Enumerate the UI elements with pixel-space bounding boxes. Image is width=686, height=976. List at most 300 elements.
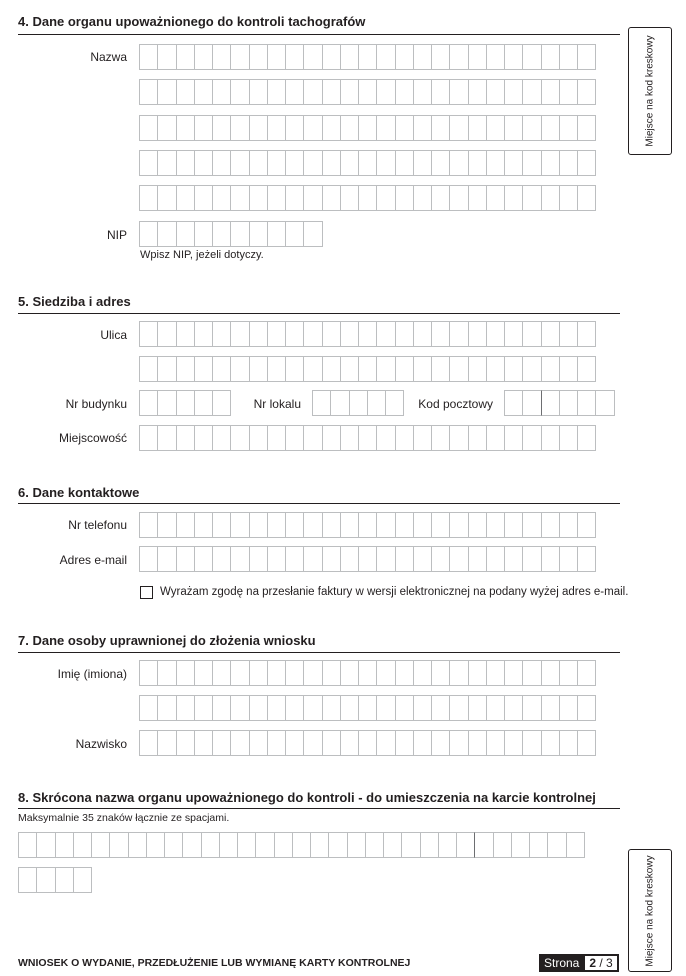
char-box[interactable] bbox=[303, 115, 322, 141]
char-box[interactable] bbox=[322, 150, 341, 176]
char-box[interactable] bbox=[255, 832, 274, 858]
char-box[interactable] bbox=[577, 390, 596, 416]
char-box[interactable] bbox=[358, 150, 377, 176]
char-box[interactable] bbox=[559, 44, 578, 70]
char-box[interactable] bbox=[504, 695, 523, 721]
char-box[interactable] bbox=[230, 356, 249, 382]
char-box[interactable] bbox=[449, 425, 468, 451]
char-box[interactable] bbox=[303, 321, 322, 347]
char-box[interactable] bbox=[340, 660, 359, 686]
char-box[interactable] bbox=[413, 356, 432, 382]
char-box[interactable] bbox=[395, 44, 414, 70]
char-box[interactable] bbox=[322, 115, 341, 141]
char-box[interactable] bbox=[468, 356, 487, 382]
char-box[interactable] bbox=[139, 512, 158, 538]
char-box[interactable] bbox=[395, 356, 414, 382]
char-box[interactable] bbox=[577, 150, 596, 176]
char-box[interactable] bbox=[547, 832, 566, 858]
char-box[interactable] bbox=[340, 44, 359, 70]
char-box[interactable] bbox=[340, 115, 359, 141]
char-box[interactable] bbox=[559, 425, 578, 451]
char-box[interactable] bbox=[456, 832, 475, 858]
char-box[interactable] bbox=[385, 390, 404, 416]
char-box[interactable] bbox=[157, 390, 176, 416]
char-box[interactable] bbox=[577, 660, 596, 686]
char-box[interactable] bbox=[438, 832, 457, 858]
nip-field[interactable] bbox=[139, 221, 322, 247]
char-box[interactable] bbox=[449, 660, 468, 686]
char-box[interactable] bbox=[194, 695, 213, 721]
char-box[interactable] bbox=[322, 512, 341, 538]
char-box[interactable] bbox=[157, 730, 176, 756]
char-box[interactable] bbox=[431, 115, 450, 141]
char-box[interactable] bbox=[267, 546, 286, 572]
name-field-line-5[interactable] bbox=[139, 185, 595, 211]
char-box[interactable] bbox=[522, 695, 541, 721]
char-box[interactable] bbox=[157, 150, 176, 176]
char-box[interactable] bbox=[376, 695, 395, 721]
char-box[interactable] bbox=[139, 390, 158, 416]
char-box[interactable] bbox=[139, 150, 158, 176]
char-box[interactable] bbox=[176, 730, 195, 756]
char-box[interactable] bbox=[358, 44, 377, 70]
char-box[interactable] bbox=[303, 695, 322, 721]
char-box[interactable] bbox=[559, 115, 578, 141]
char-box[interactable] bbox=[340, 150, 359, 176]
char-box[interactable] bbox=[340, 512, 359, 538]
char-box[interactable] bbox=[249, 660, 268, 686]
char-box[interactable] bbox=[285, 185, 304, 211]
char-box[interactable] bbox=[577, 546, 596, 572]
char-box[interactable] bbox=[328, 832, 347, 858]
char-box[interactable] bbox=[212, 356, 231, 382]
char-box[interactable] bbox=[347, 832, 366, 858]
char-box[interactable] bbox=[358, 546, 377, 572]
char-box[interactable] bbox=[249, 546, 268, 572]
char-box[interactable] bbox=[395, 321, 414, 347]
char-box[interactable] bbox=[504, 730, 523, 756]
char-box[interactable] bbox=[303, 660, 322, 686]
char-box[interactable] bbox=[559, 150, 578, 176]
char-box[interactable] bbox=[249, 321, 268, 347]
char-box[interactable] bbox=[194, 321, 213, 347]
char-box[interactable] bbox=[541, 185, 560, 211]
char-box[interactable] bbox=[164, 832, 183, 858]
char-box[interactable] bbox=[365, 832, 384, 858]
char-box[interactable] bbox=[376, 115, 395, 141]
char-box[interactable] bbox=[577, 425, 596, 451]
char-box[interactable] bbox=[109, 832, 128, 858]
char-box[interactable] bbox=[212, 44, 231, 70]
char-box[interactable] bbox=[468, 79, 487, 105]
char-box[interactable] bbox=[413, 79, 432, 105]
char-box[interactable] bbox=[395, 512, 414, 538]
char-box[interactable] bbox=[249, 115, 268, 141]
char-box[interactable] bbox=[157, 221, 176, 247]
char-box[interactable] bbox=[376, 321, 395, 347]
char-box[interactable] bbox=[449, 356, 468, 382]
char-box[interactable] bbox=[176, 512, 195, 538]
char-box[interactable] bbox=[303, 425, 322, 451]
char-box[interactable] bbox=[401, 832, 420, 858]
char-box[interactable] bbox=[230, 512, 249, 538]
short-name-field-line-2[interactable] bbox=[18, 867, 91, 893]
char-box[interactable] bbox=[274, 832, 293, 858]
char-box[interactable] bbox=[212, 390, 231, 416]
char-box[interactable] bbox=[267, 221, 286, 247]
char-box[interactable] bbox=[340, 695, 359, 721]
char-box[interactable] bbox=[230, 150, 249, 176]
char-box[interactable] bbox=[358, 79, 377, 105]
char-box[interactable] bbox=[486, 79, 505, 105]
char-box[interactable] bbox=[413, 695, 432, 721]
char-box[interactable] bbox=[303, 79, 322, 105]
char-box[interactable] bbox=[486, 730, 505, 756]
char-box[interactable] bbox=[310, 832, 329, 858]
char-box[interactable] bbox=[194, 185, 213, 211]
char-box[interactable] bbox=[330, 390, 349, 416]
phone-field[interactable] bbox=[139, 512, 595, 538]
char-box[interactable] bbox=[431, 356, 450, 382]
char-box[interactable] bbox=[376, 660, 395, 686]
char-box[interactable] bbox=[322, 695, 341, 721]
char-box[interactable] bbox=[303, 730, 322, 756]
char-box[interactable] bbox=[474, 832, 493, 858]
char-box[interactable] bbox=[358, 321, 377, 347]
char-box[interactable] bbox=[577, 356, 596, 382]
char-box[interactable] bbox=[176, 546, 195, 572]
char-box[interactable] bbox=[212, 546, 231, 572]
char-box[interactable] bbox=[358, 660, 377, 686]
char-box[interactable] bbox=[413, 546, 432, 572]
char-box[interactable] bbox=[486, 512, 505, 538]
char-box[interactable] bbox=[522, 44, 541, 70]
char-box[interactable] bbox=[522, 150, 541, 176]
char-box[interactable] bbox=[176, 44, 195, 70]
char-box[interactable] bbox=[212, 79, 231, 105]
char-box[interactable] bbox=[395, 115, 414, 141]
char-box[interactable] bbox=[541, 79, 560, 105]
char-box[interactable] bbox=[541, 546, 560, 572]
char-box[interactable] bbox=[194, 221, 213, 247]
char-box[interactable] bbox=[322, 44, 341, 70]
char-box[interactable] bbox=[358, 512, 377, 538]
char-box[interactable] bbox=[194, 150, 213, 176]
char-box[interactable] bbox=[566, 832, 585, 858]
char-box[interactable] bbox=[522, 730, 541, 756]
char-box[interactable] bbox=[468, 660, 487, 686]
char-box[interactable] bbox=[468, 321, 487, 347]
char-box[interactable] bbox=[541, 150, 560, 176]
char-box[interactable] bbox=[139, 660, 158, 686]
char-box[interactable] bbox=[139, 221, 158, 247]
char-box[interactable] bbox=[285, 695, 304, 721]
char-box[interactable] bbox=[383, 832, 402, 858]
char-box[interactable] bbox=[522, 115, 541, 141]
char-box[interactable] bbox=[559, 695, 578, 721]
char-box[interactable] bbox=[230, 546, 249, 572]
char-box[interactable] bbox=[468, 512, 487, 538]
char-box[interactable] bbox=[194, 425, 213, 451]
char-box[interactable] bbox=[486, 321, 505, 347]
char-box[interactable] bbox=[212, 221, 231, 247]
char-box[interactable] bbox=[431, 695, 450, 721]
char-box[interactable] bbox=[285, 79, 304, 105]
char-box[interactable] bbox=[504, 115, 523, 141]
char-box[interactable] bbox=[322, 546, 341, 572]
char-box[interactable] bbox=[504, 425, 523, 451]
char-box[interactable] bbox=[431, 185, 450, 211]
char-box[interactable] bbox=[577, 44, 596, 70]
char-box[interactable] bbox=[395, 425, 414, 451]
char-box[interactable] bbox=[468, 546, 487, 572]
name-field-line-4[interactable] bbox=[139, 150, 595, 176]
char-box[interactable] bbox=[285, 660, 304, 686]
char-box[interactable] bbox=[449, 185, 468, 211]
char-box[interactable] bbox=[139, 425, 158, 451]
char-box[interactable] bbox=[18, 867, 37, 893]
char-box[interactable] bbox=[340, 730, 359, 756]
char-box[interactable] bbox=[504, 44, 523, 70]
char-box[interactable] bbox=[358, 695, 377, 721]
char-box[interactable] bbox=[541, 390, 560, 416]
char-box[interactable] bbox=[340, 185, 359, 211]
char-box[interactable] bbox=[157, 79, 176, 105]
char-box[interactable] bbox=[486, 44, 505, 70]
char-box[interactable] bbox=[303, 150, 322, 176]
char-box[interactable] bbox=[230, 695, 249, 721]
char-box[interactable] bbox=[395, 660, 414, 686]
char-box[interactable] bbox=[176, 79, 195, 105]
char-box[interactable] bbox=[358, 115, 377, 141]
char-box[interactable] bbox=[194, 44, 213, 70]
char-box[interactable] bbox=[468, 44, 487, 70]
char-box[interactable] bbox=[413, 660, 432, 686]
char-box[interactable] bbox=[504, 150, 523, 176]
char-box[interactable] bbox=[468, 695, 487, 721]
char-box[interactable] bbox=[541, 321, 560, 347]
char-box[interactable] bbox=[486, 546, 505, 572]
char-box[interactable] bbox=[194, 115, 213, 141]
char-box[interactable] bbox=[194, 660, 213, 686]
invoice-consent-checkbox[interactable] bbox=[140, 586, 153, 599]
char-box[interactable] bbox=[413, 115, 432, 141]
char-box[interactable] bbox=[413, 512, 432, 538]
char-box[interactable] bbox=[522, 512, 541, 538]
char-box[interactable] bbox=[358, 185, 377, 211]
char-box[interactable] bbox=[376, 512, 395, 538]
char-box[interactable] bbox=[176, 695, 195, 721]
char-box[interactable] bbox=[449, 150, 468, 176]
char-box[interactable] bbox=[237, 832, 256, 858]
char-box[interactable] bbox=[522, 79, 541, 105]
char-box[interactable] bbox=[249, 730, 268, 756]
char-box[interactable] bbox=[322, 356, 341, 382]
char-box[interactable] bbox=[559, 730, 578, 756]
char-box[interactable] bbox=[176, 115, 195, 141]
street-field-line-1[interactable] bbox=[139, 321, 595, 347]
char-box[interactable] bbox=[449, 695, 468, 721]
char-box[interactable] bbox=[176, 321, 195, 347]
char-box[interactable] bbox=[157, 546, 176, 572]
char-box[interactable] bbox=[376, 185, 395, 211]
char-box[interactable] bbox=[431, 660, 450, 686]
char-box[interactable] bbox=[267, 425, 286, 451]
name-field-line-2[interactable] bbox=[139, 79, 595, 105]
char-box[interactable] bbox=[431, 425, 450, 451]
char-box[interactable] bbox=[230, 221, 249, 247]
char-box[interactable] bbox=[486, 150, 505, 176]
char-box[interactable] bbox=[139, 546, 158, 572]
short-name-field-line-1[interactable] bbox=[18, 832, 584, 858]
char-box[interactable] bbox=[267, 356, 286, 382]
char-box[interactable] bbox=[176, 660, 195, 686]
char-box[interactable] bbox=[249, 425, 268, 451]
char-box[interactable] bbox=[529, 832, 548, 858]
char-box[interactable] bbox=[267, 660, 286, 686]
char-box[interactable] bbox=[449, 730, 468, 756]
char-box[interactable] bbox=[431, 44, 450, 70]
char-box[interactable] bbox=[504, 79, 523, 105]
char-box[interactable] bbox=[395, 79, 414, 105]
char-box[interactable] bbox=[504, 185, 523, 211]
char-box[interactable] bbox=[504, 321, 523, 347]
char-box[interactable] bbox=[292, 832, 311, 858]
char-box[interactable] bbox=[340, 321, 359, 347]
char-box[interactable] bbox=[267, 150, 286, 176]
char-box[interactable] bbox=[449, 115, 468, 141]
char-box[interactable] bbox=[157, 115, 176, 141]
char-box[interactable] bbox=[285, 221, 304, 247]
char-box[interactable] bbox=[431, 79, 450, 105]
char-box[interactable] bbox=[267, 321, 286, 347]
char-box[interactable] bbox=[285, 730, 304, 756]
char-box[interactable] bbox=[340, 356, 359, 382]
char-box[interactable] bbox=[303, 44, 322, 70]
char-box[interactable] bbox=[146, 832, 165, 858]
char-box[interactable] bbox=[249, 44, 268, 70]
char-box[interactable] bbox=[18, 832, 37, 858]
char-box[interactable] bbox=[194, 730, 213, 756]
char-box[interactable] bbox=[230, 115, 249, 141]
char-box[interactable] bbox=[194, 390, 213, 416]
char-box[interactable] bbox=[541, 512, 560, 538]
char-box[interactable] bbox=[577, 321, 596, 347]
char-box[interactable] bbox=[128, 832, 147, 858]
char-box[interactable] bbox=[285, 150, 304, 176]
char-box[interactable] bbox=[139, 695, 158, 721]
char-box[interactable] bbox=[230, 321, 249, 347]
char-box[interactable] bbox=[559, 660, 578, 686]
char-box[interactable] bbox=[420, 832, 439, 858]
char-box[interactable] bbox=[249, 185, 268, 211]
char-box[interactable] bbox=[413, 185, 432, 211]
char-box[interactable] bbox=[376, 356, 395, 382]
char-box[interactable] bbox=[486, 356, 505, 382]
char-box[interactable] bbox=[504, 546, 523, 572]
char-box[interactable] bbox=[376, 44, 395, 70]
char-box[interactable] bbox=[413, 321, 432, 347]
char-box[interactable] bbox=[493, 832, 512, 858]
char-box[interactable] bbox=[541, 44, 560, 70]
char-box[interactable] bbox=[395, 546, 414, 572]
char-box[interactable] bbox=[139, 79, 158, 105]
char-box[interactable] bbox=[139, 730, 158, 756]
char-box[interactable] bbox=[303, 185, 322, 211]
char-box[interactable] bbox=[267, 44, 286, 70]
char-box[interactable] bbox=[413, 150, 432, 176]
char-box[interactable] bbox=[340, 425, 359, 451]
char-box[interactable] bbox=[176, 221, 195, 247]
char-box[interactable] bbox=[322, 185, 341, 211]
char-box[interactable] bbox=[139, 44, 158, 70]
char-box[interactable] bbox=[322, 321, 341, 347]
char-box[interactable] bbox=[249, 221, 268, 247]
char-box[interactable] bbox=[504, 356, 523, 382]
char-box[interactable] bbox=[468, 425, 487, 451]
char-box[interactable] bbox=[303, 546, 322, 572]
char-box[interactable] bbox=[577, 185, 596, 211]
char-box[interactable] bbox=[376, 425, 395, 451]
email-field[interactable] bbox=[139, 546, 595, 572]
char-box[interactable] bbox=[431, 730, 450, 756]
char-box[interactable] bbox=[157, 185, 176, 211]
char-box[interactable] bbox=[73, 867, 92, 893]
char-box[interactable] bbox=[194, 356, 213, 382]
char-box[interactable] bbox=[230, 185, 249, 211]
char-box[interactable] bbox=[340, 79, 359, 105]
char-box[interactable] bbox=[358, 425, 377, 451]
char-box[interactable] bbox=[541, 660, 560, 686]
char-box[interactable] bbox=[541, 730, 560, 756]
char-box[interactable] bbox=[139, 321, 158, 347]
char-box[interactable] bbox=[312, 390, 331, 416]
char-box[interactable] bbox=[559, 79, 578, 105]
char-box[interactable] bbox=[139, 185, 158, 211]
building-number-field[interactable] bbox=[139, 390, 230, 416]
char-box[interactable] bbox=[431, 150, 450, 176]
char-box[interactable] bbox=[230, 79, 249, 105]
char-box[interactable] bbox=[267, 695, 286, 721]
char-box[interactable] bbox=[559, 390, 578, 416]
char-box[interactable] bbox=[413, 425, 432, 451]
char-box[interactable] bbox=[303, 221, 322, 247]
char-box[interactable] bbox=[267, 512, 286, 538]
char-box[interactable] bbox=[212, 150, 231, 176]
char-box[interactable] bbox=[285, 356, 304, 382]
char-box[interactable] bbox=[431, 546, 450, 572]
char-box[interactable] bbox=[157, 356, 176, 382]
char-box[interactable] bbox=[413, 730, 432, 756]
unit-number-field[interactable] bbox=[312, 390, 403, 416]
char-box[interactable] bbox=[486, 660, 505, 686]
char-box[interactable] bbox=[367, 390, 386, 416]
char-box[interactable] bbox=[285, 546, 304, 572]
char-box[interactable] bbox=[449, 546, 468, 572]
char-box[interactable] bbox=[212, 115, 231, 141]
char-box[interactable] bbox=[322, 730, 341, 756]
char-box[interactable] bbox=[468, 115, 487, 141]
char-box[interactable] bbox=[157, 512, 176, 538]
street-field-line-2[interactable] bbox=[139, 356, 595, 382]
char-box[interactable] bbox=[486, 425, 505, 451]
first-name-field-line-1[interactable] bbox=[139, 660, 595, 686]
char-box[interactable] bbox=[157, 321, 176, 347]
city-field[interactable] bbox=[139, 425, 595, 451]
char-box[interactable] bbox=[395, 695, 414, 721]
char-box[interactable] bbox=[468, 185, 487, 211]
char-box[interactable] bbox=[176, 425, 195, 451]
